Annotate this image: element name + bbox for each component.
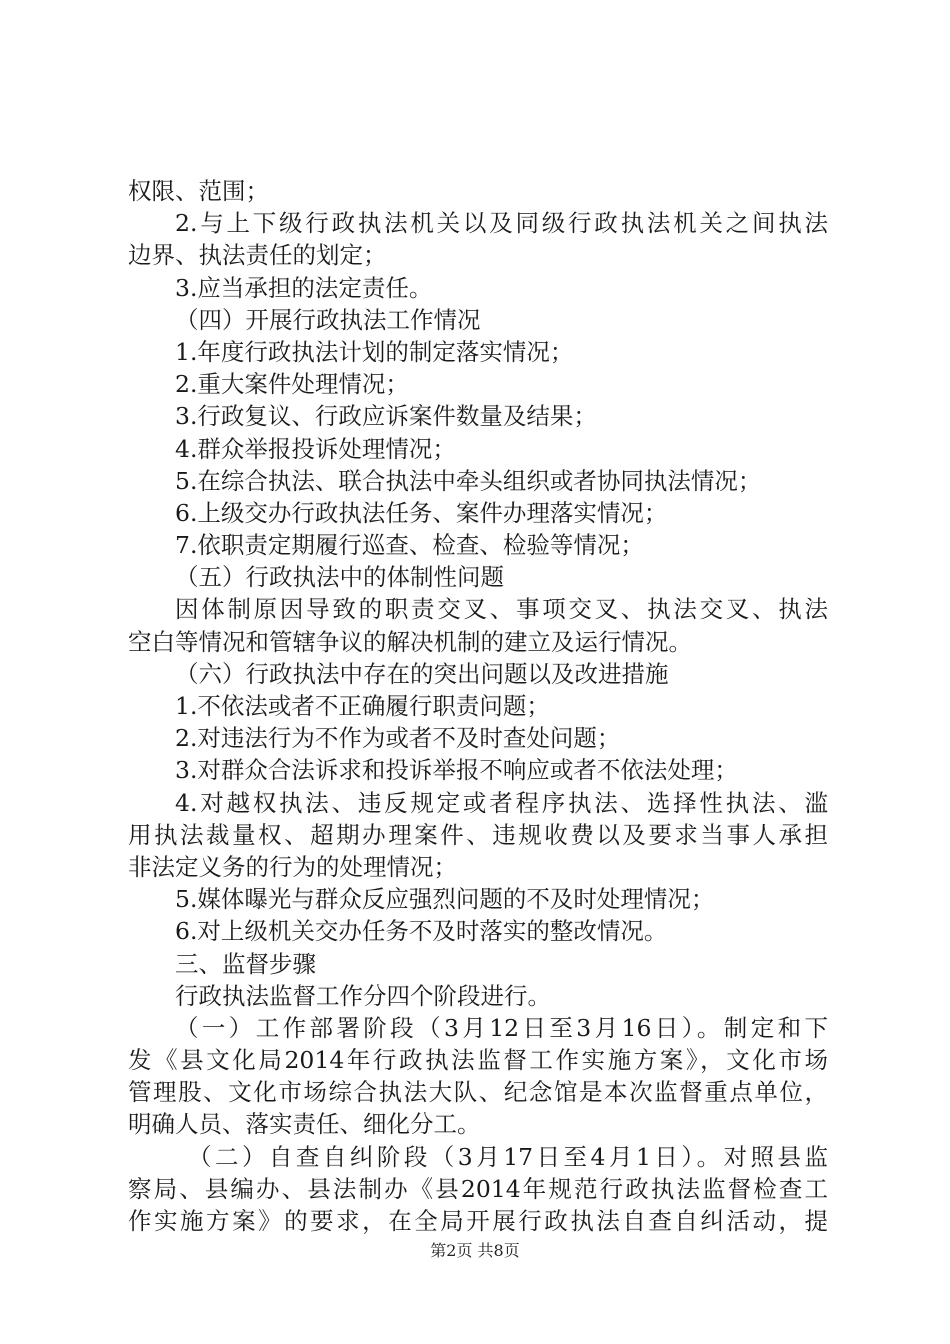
body-text-line: 5.媒体曝光与群众反应强烈问题的不及时处理情况；	[175, 885, 715, 914]
body-text-line: 明确人员、落实责任、细化分工。	[128, 1110, 481, 1139]
body-text-line: （五）行政执法中的体制性问题	[175, 563, 504, 592]
body-text-line: （六）行政执法中存在的突出问题以及改进措施	[175, 659, 669, 688]
body-text-line: 察局、县编办、县法制办《县2014年规范行政执法监督检查工	[128, 1174, 828, 1203]
body-text-line: 2.重大案件处理情况；	[175, 370, 409, 399]
body-text-line: 因体制原因导致的职责交叉、事项交叉、执法交叉、执法	[175, 595, 828, 624]
body-text-line: 空白等情况和管辖争议的解决机制的建立及运行情况。	[128, 627, 692, 656]
body-text-line: 7.依职责定期履行巡查、检查、检验等情况；	[175, 531, 644, 560]
body-text-line: 3.对群众合法诉求和投诉举报不响应或者不依法处理；	[175, 756, 738, 785]
body-text-line: 4.群众举报投诉处理情况；	[175, 434, 456, 463]
body-text-line: 6.对上级机关交办任务不及时落实的整改情况。	[175, 917, 668, 946]
body-text-line: 3.行政复议、行政应诉案件数量及结果；	[175, 402, 597, 431]
body-text-line: 3.应当承担的法定责任。	[175, 273, 433, 302]
body-text-line: 非法定义务的行为的处理情况；	[128, 852, 457, 881]
body-text-line: 作实施方案》的要求，在全局开展行政执法自查自纠活动，提	[128, 1207, 828, 1235]
body-text-line: （四）开展行政执法工作情况	[175, 305, 481, 334]
document-body	[128, 175, 828, 1237]
body-text-line: 边界、执法责任的划定；	[128, 241, 387, 270]
body-text-line: （一）工作部署阶段（3月12日至3月16日）。制定和下	[175, 1013, 828, 1042]
page-footer: 第2页 共8页	[430, 1241, 520, 1260]
body-text-line: 权限、范围；	[128, 177, 269, 205]
body-text-line: 4.对越权执法、违反规定或者程序执法、选择性执法、滥	[175, 788, 828, 817]
body-text-line: 1.年度行政执法计划的制定落实情况；	[175, 337, 574, 366]
body-text-line: 行政执法监督工作分四个阶段进行。	[175, 981, 551, 1010]
body-text-line: 6.上级交办行政执法任务、案件办理落实情况；	[175, 498, 668, 527]
body-text-line: 发《县文化局2014年行政执法监督工作实施方案》，文化市场	[128, 1046, 828, 1075]
body-text-line: 2.对违法行为不作为或者不及时查处问题；	[175, 724, 621, 753]
body-text-line: 三、监督步骤	[175, 949, 316, 978]
body-text-line: （二）自查自纠阶段（3月17日至4月1日）。对照县监	[188, 1142, 828, 1171]
body-text-line: 用执法裁量权、超期办理案件、违规收费以及要求当事人承担	[128, 820, 828, 849]
body-text-line: 5.在综合执法、联合执法中牵头组织或者协同执法情况；	[175, 466, 762, 495]
body-text-line: 1.不依法或者不正确履行职责问题；	[175, 692, 550, 720]
body-text-line: 管理股、文化市场综合执法大队、纪念馆是本次监督重点单位，	[128, 1078, 828, 1107]
body-text-line: 2.与上下级行政执法机关以及同级行政执法机关之间执法	[175, 209, 828, 238]
